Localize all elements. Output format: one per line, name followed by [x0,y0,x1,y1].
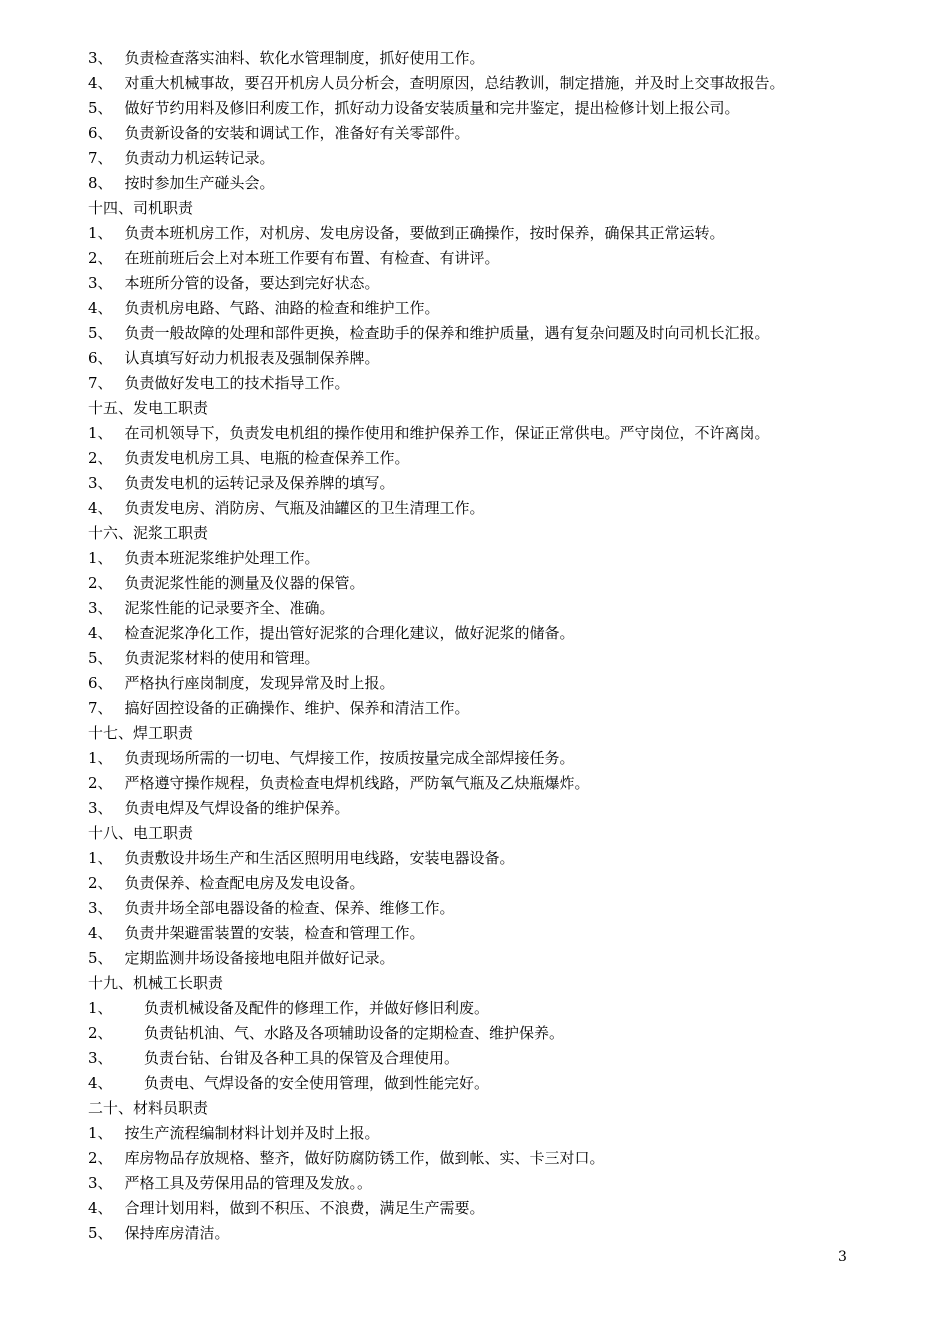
list-item [88,273,380,293]
list-item [88,423,770,443]
section-heading [88,1098,208,1118]
item-number: 7、 [88,374,113,392]
heading-text: 十五、发电工职责 [88,399,209,417]
list-item [88,448,410,468]
item-text: 库房物品存放规格、整齐，做好防腐防锈工作，做到帐、实、卡三对口。 [124,1149,605,1167]
item-number: 6、 [88,124,113,142]
heading-text: 十九、机械工长职责 [88,974,224,992]
item-text: 严格执行座岗制度，发现异常及时上报。 [124,674,395,692]
item-text: 负责检查落实油料、软化水管理制度，抓好使用工作。 [124,49,485,67]
list-item [88,348,380,368]
item-number: 5、 [88,649,113,667]
item-number: 1、 [88,549,113,567]
item-number: 1、 [88,1124,113,1142]
item-text: 负责一般故障的处理和部件更换，检查助手的保养和维护质量，遇有复杂问题及时向司机长汇报。 [124,324,770,342]
item-number: 2、 [88,249,113,267]
item-number: 5、 [88,1224,113,1242]
item-text: 检查泥浆净化工作，提出管好泥浆的合理化建议，做好泥浆的储备。 [124,624,575,642]
item-number: 4、 [88,924,113,942]
list-item [88,473,395,493]
item-text: 负责发电机的运转记录及保养牌的填写。 [124,474,395,492]
item-text: 负责新设备的安装和调试工作，准备好有关零部件。 [124,124,470,142]
item-number: 1、 [88,424,113,442]
list-item [88,48,485,68]
item-number: 2、 [88,574,113,592]
list-item [88,248,500,268]
item-text: 保持库房清洁。 [124,1224,230,1242]
item-text: 合理计划用料，做到不积压、不浪费，满足生产需要。 [124,1199,485,1217]
list-item [88,1173,372,1193]
heading-text: 十四、司机职责 [88,199,194,217]
item-number: 3、 [88,474,113,492]
item-number: 8、 [88,174,113,192]
list-item [88,1198,485,1218]
list-item [88,573,365,593]
item-number: 4、 [88,1199,113,1217]
item-number: 2、 [88,774,113,792]
list-item [88,648,320,668]
list-item [88,1123,380,1143]
item-number: 6、 [88,349,113,367]
item-text: 做好节约用料及修旧利废工作，抓好动力设备安装质量和完井鉴定，提出检修计划上报公司。 [124,99,740,117]
list-item [88,323,770,343]
list-item [88,948,395,968]
item-number: 6、 [88,674,113,692]
item-number: 3、 [88,599,113,617]
item-text: 对重大机械事故，要召开机房人员分析会，查明原因，总结教训，制定措施，并及时上交事故报告。 [124,74,785,92]
item-text: 负责泥浆材料的使用和管理。 [124,649,320,667]
item-number: 3、 [88,274,113,292]
section-heading [88,723,193,743]
heading-text: 十七、焊工职责 [88,724,194,742]
item-text: 严格遵守操作规程，负责检查电焊机线路，严防氧气瓶及乙炔瓶爆炸。 [124,774,590,792]
item-text: 负责本班泥浆维护处理工作。 [124,549,320,567]
list-item [88,98,740,118]
item-text: 认真填写好动力机报表及强制保养牌。 [124,349,380,367]
list-item [88,698,470,718]
item-text: 负责动力机运转记录。 [124,149,275,167]
item-number: 4、 [88,74,113,92]
item-text: 负责井架避雷装置的安装，检查和管理工作。 [124,924,425,942]
item-number: 4、 [88,1074,113,1092]
list-item [88,1223,230,1243]
item-text: 定期监测井场设备接地电阻并做好记录。 [124,949,395,967]
list-item [88,148,275,168]
list-item [88,748,575,768]
item-number: 1、 [88,749,113,767]
item-number: 7、 [88,699,113,717]
list-item [88,1023,564,1043]
item-text: 本班所分管的设备，要达到完好状态。 [124,274,380,292]
item-number: 3、 [88,1049,113,1067]
item-text: 按时参加生产碰头会。 [124,174,275,192]
item-text: 负责敷设井场生产和生活区照明用电线路，安装电器设备。 [124,849,515,867]
item-text: 负责保养、检查配电房及发电设备。 [124,874,365,892]
list-item [88,223,725,243]
item-number: 5、 [88,949,113,967]
list-item [88,898,455,918]
item-text: 负责井场全部电器设备的检查、保养、维修工作。 [124,899,455,917]
item-number: 3、 [88,49,113,67]
item-text: 按生产流程编制材料计划并及时上报。 [124,1124,380,1142]
item-text: 负责电焊及气焊设备的维护保养。 [124,799,350,817]
list-item [88,848,515,868]
item-number: 4、 [88,299,113,317]
item-text: 负责做好发电工的技术指导工作。 [124,374,350,392]
item-text: 负责本班机房工作，对机房、发电房设备，要做到正确操作，按时保养，确保其正常运转。 [124,224,725,242]
list-item [88,298,440,318]
item-number: 5、 [88,99,113,117]
list-item [88,623,575,643]
item-text: 泥浆性能的记录要齐全、准确。 [124,599,335,617]
item-number: 1、 [88,849,113,867]
list-item [88,673,395,693]
item-text: 负责发电机房工具、电瓶的检查保养工作。 [124,449,410,467]
list-item [88,798,350,818]
section-heading [88,198,193,218]
item-number: 3、 [88,1174,113,1192]
section-heading [88,973,223,993]
list-item [88,773,590,793]
item-number: 4、 [88,499,113,517]
item-number: 4、 [88,624,113,642]
item-text: 负责钻机油、气、水路及各项辅助设备的定期检查、维护保养。 [144,1024,565,1042]
item-number: 3、 [88,899,113,917]
item-number: 3、 [88,799,113,817]
heading-text: 十八、电工职责 [88,824,194,842]
item-text: 在司机领导下，负责发电机组的操作使用和维护保养工作，保证正常供电。严守岗位，不许离岗。 [124,424,770,442]
list-item [88,873,365,893]
heading-text: 二十、材料员职责 [88,1099,209,1117]
item-text: 负责泥浆性能的测量及仪器的保管。 [124,574,365,592]
item-number: 1、 [88,224,113,242]
list-item [88,598,335,618]
item-text: 严格工具及劳保用品的管理及发放。。 [124,1174,373,1192]
item-text: 负责机房电路、气路、油路的检查和维护工作。 [124,299,440,317]
item-number: 2、 [88,1149,113,1167]
item-text: 负责现场所需的一切电、气焊接工作，按质按量完成全部焊接任务。 [124,749,575,767]
item-text: 搞好固控设备的正确操作、维护、保养和清洁工作。 [124,699,470,717]
list-item [88,998,489,1018]
list-item [88,123,470,143]
list-item [88,1048,459,1068]
list-item [88,73,785,93]
item-number: 2、 [88,1024,113,1042]
section-heading [88,523,208,543]
section-heading [88,823,193,843]
list-item [88,923,425,943]
list-item [88,1073,489,1093]
list-item [88,498,485,518]
item-number: 2、 [88,449,113,467]
list-item [88,373,350,393]
item-text: 负责机械设备及配件的修理工作，并做好修旧利废。 [144,999,490,1017]
section-heading [88,398,208,418]
item-number: 2、 [88,874,113,892]
heading-text: 十六、泥浆工职责 [88,524,209,542]
list-item [88,548,320,568]
item-text: 负责电、气焊设备的安全使用管理，做到性能完好。 [144,1074,490,1092]
item-number: 5、 [88,324,113,342]
item-number: 1、 [88,999,113,1017]
item-text: 负责发电房、消防房、气瓶及油罐区的卫生清理工作。 [124,499,485,517]
list-item [88,173,275,193]
list-item [88,1148,605,1168]
page-number: 3 [838,1249,847,1265]
item-text: 负责台钻、台钳及各种工具的保管及合理使用。 [144,1049,460,1067]
item-text: 在班前班后会上对本班工作要有布置、有检查、有讲评。 [124,249,500,267]
item-number: 7、 [88,149,113,167]
